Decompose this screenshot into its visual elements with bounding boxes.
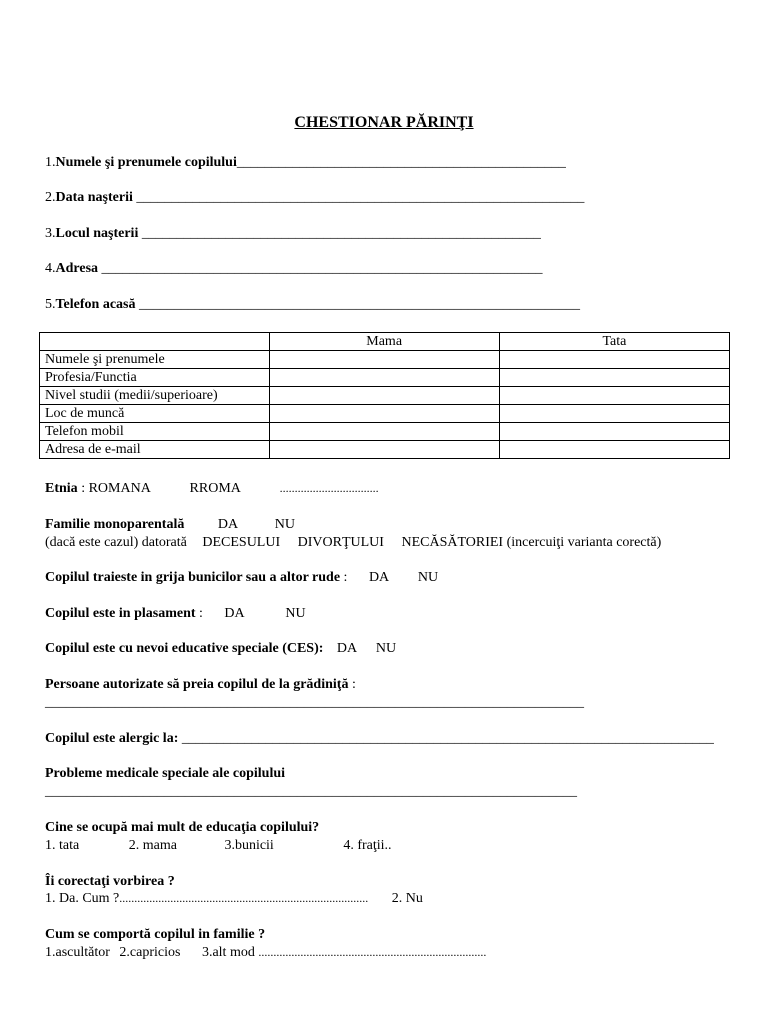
educatie-question bbox=[45, 820, 319, 837]
probleme-line[interactable]: ____________________________________________________________________________ bbox=[45, 784, 577, 799]
cell-mama[interactable] bbox=[269, 405, 499, 423]
option-da[interactable]: DA bbox=[224, 606, 244, 621]
alergic-question[interactable] bbox=[45, 731, 714, 748]
field-number: 5. bbox=[45, 297, 56, 312]
option-rroma[interactable]: RROMA bbox=[189, 481, 241, 496]
field-line: _______________________________________________ bbox=[236, 155, 566, 170]
cell-tata[interactable] bbox=[499, 351, 729, 369]
field-line: _______________________________________________________________ bbox=[135, 297, 580, 312]
table-row bbox=[40, 405, 730, 423]
bunici-label: Copilul traieste in grija bunicilor sau a altor rude bbox=[45, 570, 341, 585]
table-header-tata: Tata bbox=[499, 333, 729, 351]
probleme-label: Probleme medicale speciale ale copilului bbox=[45, 766, 286, 781]
field-birth-date[interactable] bbox=[45, 190, 584, 207]
table-header-mama: Mama bbox=[269, 333, 499, 351]
bunici-sep: : bbox=[340, 570, 348, 585]
familie-question bbox=[45, 517, 295, 534]
cell-tata[interactable] bbox=[499, 423, 729, 441]
option-alt-mod[interactable]: 3.alt mod bbox=[201, 945, 255, 960]
field-label: Data naşterii bbox=[55, 190, 133, 205]
educatie-label: Cine se ocupă mai mult de educaţia copilului? bbox=[45, 820, 320, 835]
autorizate-line[interactable]: _____________________________________________________________________________ bbox=[45, 695, 584, 710]
option-capricios[interactable]: 2.capricios bbox=[119, 945, 181, 960]
field-line: ________________________________________________________________ bbox=[132, 190, 585, 205]
table-row bbox=[40, 441, 730, 459]
familie-label: Familie monoparentală bbox=[45, 517, 185, 532]
row-label: Telefon mobil bbox=[40, 423, 270, 441]
option-romana[interactable]: ROMANA bbox=[88, 481, 151, 496]
field-line: _________________________________________________________ bbox=[138, 226, 541, 241]
table-row bbox=[40, 351, 730, 369]
option-tata[interactable]: 1. tata bbox=[45, 838, 80, 853]
option-fratii[interactable]: 4. fraţii.. bbox=[343, 838, 392, 853]
probleme-question bbox=[45, 766, 285, 783]
alergic-label: Copilul este alergic la: bbox=[45, 731, 179, 746]
option-nu[interactable]: NU bbox=[375, 641, 397, 656]
cause-prefix: (dacă este cazul) datorată bbox=[45, 535, 187, 550]
parents-table bbox=[39, 332, 730, 459]
cell-mama[interactable] bbox=[269, 423, 499, 441]
etnia-question bbox=[45, 481, 379, 498]
table-header-row bbox=[40, 333, 730, 351]
option-ascultator[interactable]: 1.ascultător bbox=[45, 945, 110, 960]
option-da[interactable]: DA bbox=[217, 517, 238, 532]
option-nu[interactable]: NU bbox=[285, 606, 306, 621]
table-row bbox=[40, 387, 730, 405]
cell-mama[interactable] bbox=[269, 351, 499, 369]
option-da-cum[interactable]: 1. Da. Cum ? bbox=[45, 891, 120, 906]
plasament-sep: : bbox=[195, 606, 203, 621]
row-label: Adresa de e-mail bbox=[40, 441, 270, 459]
row-label: Loc de muncă bbox=[40, 405, 270, 423]
table-header-empty bbox=[40, 333, 270, 351]
option-bunici[interactable]: 3.bunicii bbox=[224, 838, 274, 853]
field-address[interactable] bbox=[45, 261, 543, 278]
cell-tata[interactable] bbox=[499, 405, 729, 423]
field-label: Numele şi prenumele copilului bbox=[55, 155, 237, 170]
option-da-dots[interactable]: ................................................................................... bbox=[119, 891, 369, 905]
cell-mama[interactable] bbox=[269, 369, 499, 387]
row-label: Profesia/Functia bbox=[40, 369, 270, 387]
vorbire-options bbox=[45, 891, 423, 908]
autorizate-label: Persoane autorizate să preia copilul de la grădiniţă bbox=[45, 677, 349, 692]
option-da[interactable]: DA bbox=[336, 641, 357, 656]
cause-note: (incercuiţi varianta corectă) bbox=[506, 535, 662, 550]
option-mama[interactable]: 2. mama bbox=[128, 838, 177, 853]
alergic-line: ____________________________________________________________________________ bbox=[178, 731, 714, 746]
cell-tata[interactable] bbox=[499, 441, 729, 459]
field-number: 4. bbox=[45, 261, 56, 276]
comportament-question bbox=[45, 927, 265, 944]
field-label: Locul naşterii bbox=[55, 226, 139, 241]
row-label: Numele şi prenumele bbox=[40, 351, 270, 369]
cell-mama[interactable] bbox=[269, 441, 499, 459]
row-label: Nivel studii (medii/superioare) bbox=[40, 387, 270, 405]
table-row bbox=[40, 369, 730, 387]
option-divort[interactable]: DIVORŢULUI bbox=[297, 535, 384, 550]
field-number: 3. bbox=[45, 226, 56, 241]
field-number: 1. bbox=[45, 155, 56, 170]
educatie-options bbox=[45, 838, 392, 855]
plasament-question bbox=[45, 606, 306, 623]
option-nu[interactable]: NU bbox=[417, 570, 439, 585]
page-title: CHESTIONAR PĂRINŢI bbox=[294, 114, 474, 131]
field-line: _______________________________________________________________ bbox=[98, 261, 543, 276]
autorizate-question bbox=[45, 677, 356, 694]
ces-question bbox=[45, 641, 396, 658]
autorizate-sep: : bbox=[348, 677, 356, 692]
field-number: 2. bbox=[45, 190, 56, 205]
cell-tata[interactable] bbox=[499, 369, 729, 387]
option-deces[interactable]: DECESULUI bbox=[202, 535, 281, 550]
field-child-name[interactable] bbox=[45, 155, 566, 172]
field-label: Adresa bbox=[55, 261, 99, 276]
field-label: Telefon acasă bbox=[55, 297, 136, 312]
plasament-label: Copilul este in plasament bbox=[45, 606, 196, 621]
vorbire-label: Îi corectaţi vorbirea ? bbox=[45, 874, 175, 889]
bunici-question bbox=[45, 570, 438, 587]
option-da[interactable]: DA bbox=[368, 570, 389, 585]
option-other-dots[interactable]: ................................. bbox=[279, 481, 379, 495]
option-nu[interactable]: NU bbox=[274, 517, 296, 532]
cell-tata[interactable] bbox=[499, 387, 729, 405]
ces-label: Copilul este cu nevoi educative speciale (CES): bbox=[45, 641, 324, 656]
etnia-label: Etnia bbox=[45, 481, 78, 496]
table-row bbox=[40, 423, 730, 441]
comportament-label: Cum se comportă copilul in familie ? bbox=[45, 927, 266, 942]
option-nu[interactable]: 2. Nu bbox=[391, 891, 423, 906]
field-birth-place[interactable] bbox=[45, 226, 541, 243]
vorbire-question bbox=[45, 874, 175, 891]
familie-cause bbox=[45, 535, 661, 552]
comportament-options bbox=[45, 945, 486, 962]
etnia-sep: : bbox=[77, 481, 89, 496]
option-necasatorie[interactable]: NECĂSĂTORIEI bbox=[401, 535, 504, 550]
field-home-phone[interactable] bbox=[45, 297, 580, 314]
cell-mama[interactable] bbox=[269, 387, 499, 405]
option-alt-mod-dots[interactable]: ............................................................................ bbox=[258, 945, 487, 959]
